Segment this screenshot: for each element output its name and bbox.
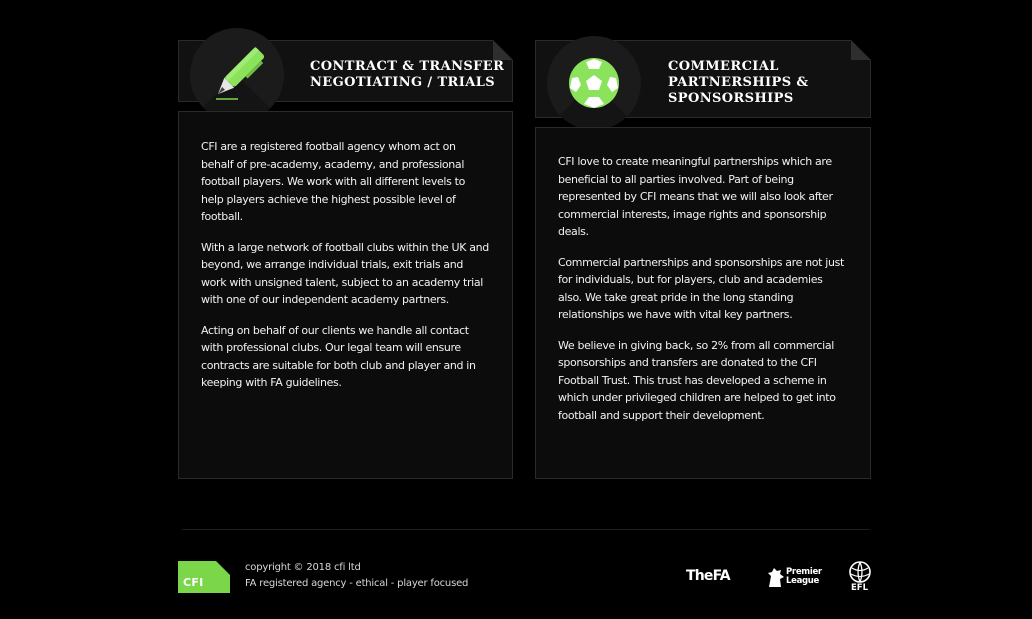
league-text: League bbox=[786, 576, 820, 586]
premier-league-logo[interactable] bbox=[766, 565, 824, 591]
copyright-text: copyright © 2018 cfi ltd bbox=[245, 562, 361, 573]
cfi-logo[interactable] bbox=[178, 561, 230, 593]
header-fold-corner bbox=[493, 40, 513, 60]
contract-title-line2: NEGOTIATING / TRIALS bbox=[310, 75, 496, 90]
efl-ball-icon bbox=[848, 561, 872, 583]
header-fold-corner bbox=[851, 40, 871, 60]
tagline-text: FA registered agency - ethical - player focused bbox=[245, 578, 469, 589]
contract-card-body bbox=[178, 111, 513, 479]
commercial-card-body bbox=[535, 127, 871, 479]
commercial-title-line1: COMMERCIAL bbox=[668, 59, 779, 74]
commercial-card-title bbox=[668, 59, 809, 107]
efl-logo[interactable] bbox=[848, 561, 872, 594]
commercial-paragraph-1: CFI love to create meaningful partnerships which are beneficial to all parties involved. Part of being represented by CFI means that we will also look after commercial interests, image rights and sponsorship deals. bbox=[558, 155, 833, 238]
the-fa-text: TheFA bbox=[686, 568, 730, 584]
contract-paragraph-3: Acting on behalf of our clients we handle all contact with professional clubs. Our legal team will ensure contracts are suitable for both club and player and in keeping with FA guidelines. bbox=[201, 323, 476, 389]
contract-paragraph-1: CFI are a registered football agency whom act on behalf of pre-academy, academy, and professional football players. We work with all different levels to help players achieve the highest possible level of football. bbox=[201, 140, 465, 223]
football-icon bbox=[547, 36, 641, 130]
lion-icon bbox=[766, 567, 786, 589]
efl-text: EFL bbox=[851, 583, 869, 593]
commercial-icon-badge bbox=[547, 36, 641, 130]
contract-paragraph-2: With a large network of football clubs within the UK and beyond, we arrange individual trials, exit trials and work with unsigned talent, subject to an academy trial with one of our independent academy partners. bbox=[201, 240, 489, 306]
commercial-paragraph-2: Commercial partnerships and sponsorships are not just for individuals, but for players, club and academies also. We take great pride in the long standing relationships we have with vital key partners. bbox=[558, 255, 844, 321]
pen-icon bbox=[190, 28, 284, 122]
footer-divider bbox=[182, 529, 870, 530]
commercial-paragraph-3: We believe in giving back, so 2% from all commercial sponsorships and transfers are donated to the CFI Football Trust. This trust has developed a scheme in which under privileged children are helped to get into football and support their development. bbox=[558, 338, 836, 422]
the-fa-logo[interactable] bbox=[686, 568, 730, 584]
commercial-title-line2: PARTNERSHIPS & bbox=[668, 75, 809, 90]
contract-card-title bbox=[310, 59, 504, 91]
premier-text: Premier bbox=[786, 567, 822, 577]
commercial-title-line3: SPONSORSHIPS bbox=[668, 91, 794, 106]
contract-icon-badge bbox=[190, 28, 284, 122]
contract-title-line1: CONTRACT & TRANSFER bbox=[310, 59, 505, 74]
cfi-logo-text: CFI bbox=[183, 576, 204, 589]
